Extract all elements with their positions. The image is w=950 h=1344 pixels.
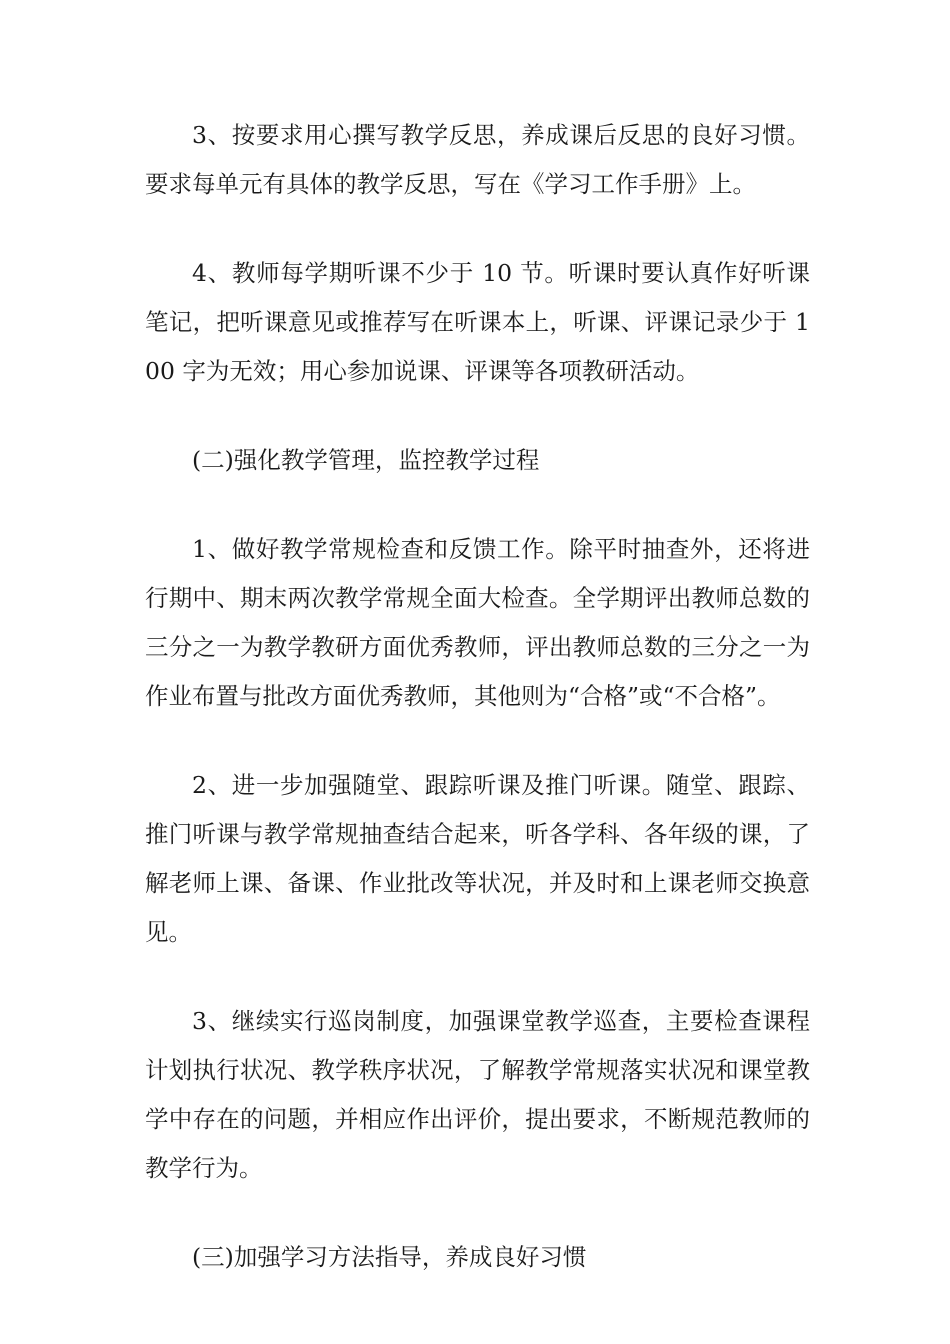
paragraph-spacer bbox=[145, 396, 810, 436]
paragraph-lesson-observation: 4、教师每学期听课不少于 10 节。听课时要认真作好听课笔记，把听课意见或推荐写在听课本上，听课、评课记录少于 100 字为无效；用心参加说课、评课等各项教研活动。 bbox=[145, 259, 810, 385]
section-heading-teaching-management: (二)强化教学管理，监控教学过程 bbox=[192, 446, 540, 474]
paragraph-spacer bbox=[145, 721, 810, 761]
paragraph-class-visits: 2、进一步加强随堂、跟踪听课及推门听课。随堂、跟踪、推门听课与教学常规抽查结合起来，听各学科、各年级的课，了解老师上课、备课、作业批改等状况，并及时和上课老师交换意见。 bbox=[145, 771, 810, 946]
paragraph-spacer bbox=[145, 1193, 810, 1233]
document-body bbox=[145, 111, 810, 1282]
paragraph-spacer bbox=[145, 957, 810, 997]
paragraph-spacer bbox=[145, 209, 810, 249]
paragraph-routine-inspection: 1、做好教学常规检查和反馈工作。除平时抽查外，还将进行期中、期末两次教学常规全面大检查。全学期评出教师总数的三分之一为教学教研方面优秀教师，评出教师总数的三分之一为作业布置与批改方面优秀教师，其他则为“合格”或“不合格”。 bbox=[145, 535, 810, 710]
paragraph-spacer bbox=[145, 485, 810, 525]
paragraph-patrol-system: 3、继续实行巡岗制度，加强课堂教学巡查，主要检查课程计划执行状况、教学秩序状况，了解教学常规落实状况和课堂教学中存在的问题，并相应作出评价，提出要求，不断规范教师的教学行为。 bbox=[145, 1007, 810, 1182]
section-heading-study-methods: (三)加强学习方法指导，养成良好习惯 bbox=[192, 1243, 587, 1271]
paragraph-reflection: 3、按要求用心撰写教学反思，养成课后反思的良好习惯。要求每单元有具体的教学反思，写在《学习工作手册》上。 bbox=[145, 121, 810, 198]
